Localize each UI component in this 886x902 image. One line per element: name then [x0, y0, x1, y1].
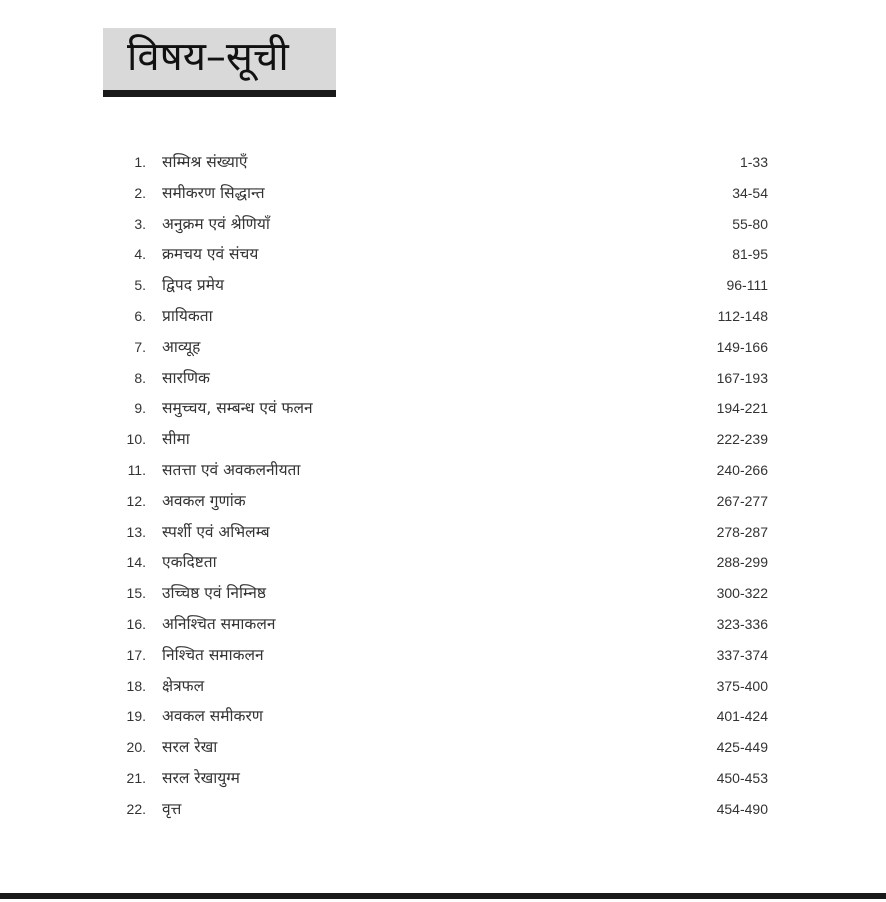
toc-entry: [0, 364, 886, 395]
chapter-number: 17.: [126, 646, 146, 663]
page-range: 149-166: [716, 338, 768, 355]
chapter-number: 12.: [126, 492, 146, 509]
toc-entry: [0, 672, 886, 703]
chapter-number: 6.: [134, 307, 146, 324]
toc-entry: [0, 487, 886, 518]
chapter-number: 13.: [126, 523, 146, 540]
page-range: 55-80: [732, 215, 768, 232]
toc-entry: [0, 579, 886, 610]
page-range: 300-322: [716, 585, 768, 602]
page-range: 1-33: [739, 154, 768, 170]
chapter-title: सीमा: [162, 430, 190, 449]
chapter-title: क्रमचय एवं संचय: [162, 245, 259, 264]
chapter-number: 4.: [134, 246, 146, 263]
chapter-number: 16.: [126, 615, 146, 632]
chapter-title: सारणिक: [162, 368, 210, 387]
chapter-number: 10.: [126, 431, 146, 448]
chapter-title: अनुक्रम एवं श्रेणियाँ: [162, 214, 270, 233]
chapter-title: अवकल गुणांक: [162, 491, 246, 510]
chapter-number: 2.: [134, 184, 146, 201]
chapter-number: 20.: [126, 739, 146, 756]
page-range: 240-266: [716, 461, 768, 478]
chapter-number: 7.: [134, 338, 146, 355]
page-range: 112-148: [717, 307, 768, 324]
chapter-number: 5.: [134, 277, 146, 294]
toc-entry: [0, 333, 886, 364]
page-range: 34-54: [732, 184, 768, 201]
toc-entry: [0, 518, 886, 549]
chapter-number: 18.: [126, 677, 146, 694]
chapter-title: एकदिष्टता: [162, 553, 217, 572]
toc-entry: [0, 179, 886, 210]
chapter-number: 19.: [126, 708, 146, 725]
chapter-title: समीकरण सिद्धान्त: [162, 183, 265, 202]
toc-entry: [0, 641, 886, 672]
chapter-number: 14.: [126, 554, 146, 571]
chapter-title: सरल रेखा: [162, 738, 218, 757]
chapter-title: अवकल समीकरण: [162, 707, 264, 726]
page-range: 222-239: [716, 431, 768, 448]
chapter-title: क्षेत्रफल: [162, 676, 205, 695]
toc-entry: [0, 302, 886, 333]
page-title: विषय–सूची: [127, 34, 289, 80]
title-box: [103, 28, 336, 90]
chapter-number: 8.: [134, 369, 146, 386]
page-range: 375-400: [716, 677, 768, 694]
page-range: 278-287: [716, 523, 768, 540]
page-range: 454-490: [716, 800, 768, 817]
toc-entry: [0, 702, 886, 733]
title-underline: [103, 90, 336, 97]
toc-entry: [0, 548, 886, 579]
toc-entry: [0, 271, 886, 302]
chapter-title: सतत्ता एवं अवकलनीयता: [162, 460, 301, 479]
page-range: 96-111: [726, 277, 768, 294]
chapter-number: 1.: [134, 154, 146, 170]
toc-entry: [0, 456, 886, 487]
chapter-title: द्विपद प्रमेय: [162, 276, 224, 295]
chapter-number: 9.: [134, 400, 146, 417]
chapter-number: 15.: [126, 585, 146, 602]
page-range: 81-95: [732, 246, 768, 263]
table-of-contents: [0, 148, 886, 826]
toc-entry: [0, 610, 886, 641]
page-range: 425-449: [716, 739, 768, 756]
chapter-number: 11.: [127, 461, 146, 478]
page-range: 167-193: [716, 369, 768, 386]
chapter-title: सरल रेखायुग्म: [162, 768, 240, 787]
chapter-title: समुच्चय, सम्बन्ध एवं फलन: [162, 399, 313, 418]
toc-entry: [0, 425, 886, 456]
page-range: 401-424: [716, 708, 768, 725]
page-range: 337-374: [716, 646, 768, 663]
toc-entry: [0, 764, 886, 795]
chapter-number: 3.: [134, 215, 146, 232]
chapter-title: उच्चिष्ठ एवं निम्निष्ठ: [162, 584, 266, 603]
toc-entry: [0, 795, 886, 826]
toc-entry: [0, 733, 886, 764]
chapter-title: अनिश्चित समाकलन: [162, 614, 276, 633]
chapter-title: आव्यूह: [162, 337, 201, 356]
chapter-title: वृत्त: [162, 799, 182, 818]
chapter-title: प्रायिकता: [162, 306, 213, 325]
page-range: 267-277: [716, 492, 768, 509]
toc-entry: [0, 240, 886, 271]
page-range: 194-221: [716, 400, 768, 417]
bottom-rule: [0, 893, 886, 899]
page-range: 323-336: [716, 615, 768, 632]
chapter-title: स्पर्शी एवं अभिलम्ब: [162, 522, 270, 541]
chapter-number: 22.: [126, 800, 146, 817]
page-range: 450-453: [716, 769, 768, 786]
chapter-number: 21.: [126, 769, 146, 786]
chapter-title: निश्चित समाकलन: [162, 645, 264, 664]
chapter-title: सम्मिश्र संख्याएँ: [162, 153, 248, 171]
page-range: 288-299: [716, 554, 768, 571]
toc-entry: [0, 148, 886, 179]
toc-entry: [0, 394, 886, 425]
toc-entry: [0, 210, 886, 241]
